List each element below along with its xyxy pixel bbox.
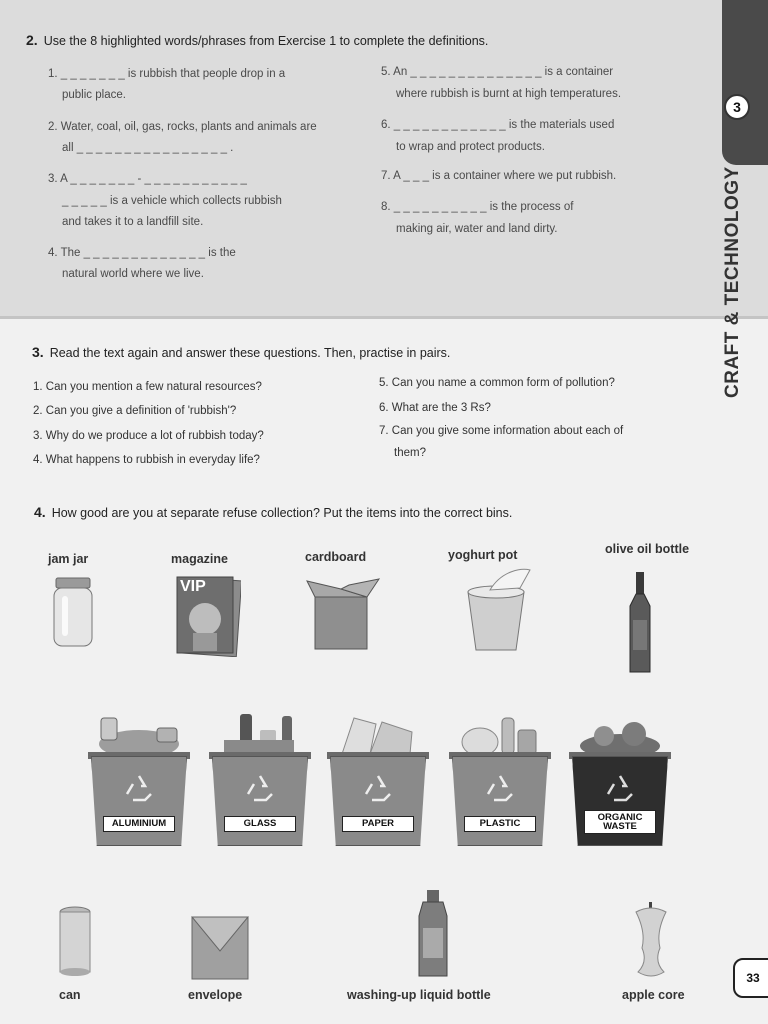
question-item: 1. Can you mention a few natural resources? <box>33 381 262 393</box>
paper-waste-icon <box>336 714 420 756</box>
bin-label-paper: PAPER <box>342 816 414 832</box>
definition-line: and takes it to a landfill site. <box>62 216 204 228</box>
definition-line: 5. An _ _ _ _ _ _ _ _ _ _ _ _ _ _ is a container <box>381 66 614 78</box>
recycle-icon <box>244 772 276 804</box>
definition-line: 4. The _ _ _ _ _ _ _ _ _ _ _ _ _ is the <box>48 247 236 259</box>
question-item: 4. What happens to rubbish in everyday life? <box>33 454 260 466</box>
definition-line: 6. _ _ _ _ _ _ _ _ _ _ _ _ is the materials used <box>381 119 615 131</box>
plastic-waste-icon <box>458 714 542 756</box>
definition-line: 8. _ _ _ _ _ _ _ _ _ _ is the process of <box>381 201 574 213</box>
unit-tab <box>722 0 768 165</box>
question-item: them? <box>394 447 426 459</box>
exercise-3-title <box>32 344 450 360</box>
jam-jar-image[interactable] <box>52 576 94 648</box>
definition-line: 7. A _ _ _ is a container where we put rubbish. <box>381 170 617 182</box>
can-image[interactable] <box>58 906 92 976</box>
exercise-4-instruction: How good are you at separate refuse collection? Put the items into the correct bins. <box>51 506 513 520</box>
olive-oil-bottle-image[interactable] <box>627 570 653 674</box>
item-label-jam-jar: jam jar <box>48 552 89 566</box>
apple-core-image[interactable] <box>630 902 672 980</box>
unit-number-badge: 3 <box>724 94 750 120</box>
item-label-envelope: envelope <box>188 988 243 1002</box>
exercise-2-title <box>26 32 488 48</box>
band-divider <box>0 316 768 319</box>
question-item: 3. Why do we produce a lot of rubbish today? <box>33 430 264 442</box>
definition-line: natural world where we live. <box>62 268 204 280</box>
glass-waste-icon <box>218 714 302 756</box>
definition-line: to wrap and protect products. <box>396 141 545 153</box>
exercise-2-instruction: Use the 8 highlighted words/phrases from Exercise 1 to complete the definitions. <box>43 34 489 48</box>
bin-label-glass: GLASS <box>224 816 296 832</box>
exercise-2-number: 2. <box>26 32 38 48</box>
item-label-apple-core: apple core <box>622 988 685 1002</box>
exercise-3-number: 3. <box>32 344 44 360</box>
subject-label: CRAFT & TECHNOLOGY <box>722 166 743 398</box>
definition-line: _ _ _ _ _ is a vehicle which collects rubbish <box>62 195 282 207</box>
item-label-washing-up-liquid-bottle: washing-up liquid bottle <box>347 988 491 1002</box>
item-label-olive-oil-bottle: olive oil bottle <box>605 542 690 556</box>
definition-line: 1. _ _ _ _ _ _ _ is rubbish that people drop in a <box>48 68 286 80</box>
bin-label-aluminium: ALUMINIUM <box>103 816 175 832</box>
item-label-magazine: magazine <box>171 552 228 566</box>
question-item: 7. Can you give some information about each of <box>379 425 624 437</box>
bin-label-plastic: PLASTIC <box>464 816 536 832</box>
page-number: 33 <box>733 958 768 998</box>
definition-line: all _ _ _ _ _ _ _ _ _ _ _ _ _ _ _ _ . <box>62 142 234 154</box>
recycle-icon <box>362 772 394 804</box>
item-label-cardboard: cardboard <box>305 550 367 564</box>
envelope-image[interactable] <box>190 915 250 981</box>
question-item: 5. Can you name a common form of pollution? <box>379 377 615 389</box>
magazine-cover-title: VIP <box>180 578 206 595</box>
washing-up-liquid-bottle-image[interactable] <box>415 888 451 978</box>
item-label-yoghurt-pot: yoghurt pot <box>448 548 518 562</box>
definition-line: 3. A _ _ _ _ _ _ _ - _ _ _ _ _ _ _ _ _ _ _ <box>48 173 247 185</box>
exercise-4-title <box>34 504 512 520</box>
question-item: 2. Can you give a definition of 'rubbish'? <box>33 405 237 417</box>
definition-line: making air, water and land dirty. <box>396 223 558 235</box>
question-item: 6. What are the 3 Rs? <box>379 402 491 414</box>
item-label-can: can <box>59 988 81 1002</box>
yoghurt-pot-image[interactable] <box>460 568 532 652</box>
recycle-icon <box>484 772 516 804</box>
aluminium-waste-icon <box>97 714 181 756</box>
definition-line: where rubbish is burnt at high temperatures. <box>396 88 622 100</box>
recycle-icon <box>123 772 155 804</box>
recycle-icon <box>604 772 636 804</box>
definition-line: public place. <box>62 89 126 101</box>
organic-waste-icon <box>578 714 662 756</box>
cardboard-box-image[interactable] <box>305 575 381 651</box>
bin-label-organic-waste: ORGANIC WASTE <box>584 810 656 834</box>
exercise-4-number: 4. <box>34 504 46 520</box>
exercise-3-instruction: Read the text again and answer these questions. Then, practise in pairs. <box>49 346 451 360</box>
definition-line: 2. Water, coal, oil, gas, rocks, plants and animals are <box>48 121 317 133</box>
